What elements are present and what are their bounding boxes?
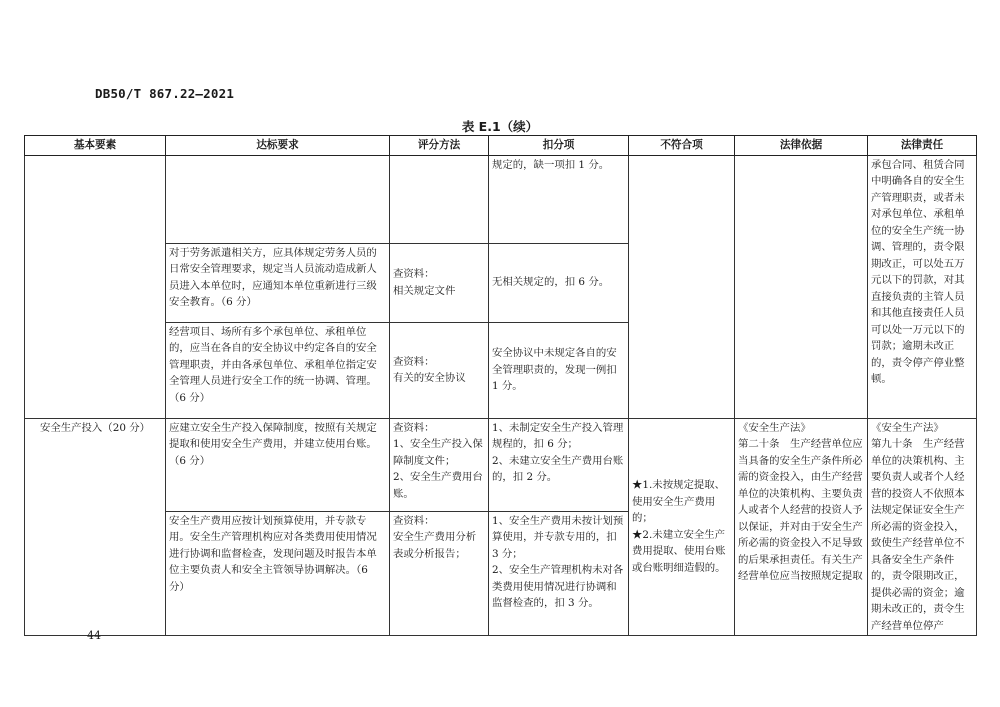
deduction-cell: 规定的，缺一项扣 1 分。 bbox=[489, 155, 629, 243]
deduction-cell: 无相关规定的，扣 6 分。 bbox=[489, 243, 629, 322]
column-header-noncompliance: 不符合项 bbox=[629, 136, 735, 156]
requirement-cell-empty bbox=[166, 155, 390, 243]
column-header-legal-liability: 法律责任 bbox=[868, 136, 977, 156]
noncompliance-cell: ★1.未按规定提取、使用安全生产费用的； ★2.未建立安全生产费用提取、使用台账或台账明细造假的。 bbox=[629, 418, 735, 636]
requirement-cell: 经营项目、场所有多个承包单位、承租单位的，应当在各自的安全协议中约定各自的安全管理职责，并由各承包单位、承租单位指定安全管理人员进行安全工作的统一协调、管理。（6 分） bbox=[166, 322, 390, 418]
column-header-requirement: 达标要求 bbox=[166, 136, 390, 156]
basic-element-cell: 安全生产投入（20 分） bbox=[25, 418, 166, 636]
table-header-row bbox=[25, 136, 977, 156]
column-header-basic-element: 基本要素 bbox=[25, 136, 166, 156]
method-cell-empty bbox=[390, 155, 489, 243]
deduction-cell: 1、未制定安全生产投入管理规程的，扣 6 分； 2、未建立安全生产费用台账的，扣 2 分。 bbox=[489, 418, 629, 511]
table-row bbox=[25, 418, 977, 511]
noncompliance-cell-empty bbox=[629, 155, 735, 418]
column-header-legal-basis: 法律依据 bbox=[735, 136, 868, 156]
deduction-cell: 1、安全生产费用未按计划预算使用，并专款专用的，扣 3 分； 2、安全生产管理机构未对各类费用使用情况进行协调和监督检查的，扣 3 分。 bbox=[489, 511, 629, 635]
requirement-cell: 安全生产费用应按计划预算使用，并专款专用。安全生产管理机构应对各类费用使用情况进行协调和监督检查，发现问题及时报告本单位主要负责人和安全主管领导协调解决。（6 分） bbox=[166, 511, 390, 635]
basic-element-cell-empty bbox=[25, 155, 166, 418]
column-header-deduction: 扣分项 bbox=[489, 136, 629, 156]
method-cell: 查资料： 安全生产费用分析表或分析报告； bbox=[390, 511, 489, 635]
requirement-cell: 对于劳务派遣相关方，应具体规定劳务人员的日常安全管理要求，规定当人员流动造成新人员进入本单位时，应通知本单位重新进行三级安全教育。（6 分） bbox=[166, 243, 390, 322]
evaluation-table bbox=[24, 135, 977, 636]
deduction-cell: 安全协议中未规定各自的安全管理职责的，发现一例扣 1 分。 bbox=[489, 322, 629, 418]
table-title: 表 E.1（续） bbox=[461, 119, 539, 134]
method-cell: 查资料： 相关规定文件 bbox=[390, 243, 489, 322]
method-cell: 查资料： 有关的安全协议 bbox=[390, 322, 489, 418]
legal-basis-cell: 《安全生产法》 第二十条 生产经营单位应当具备的安全生产条件所必需的资金投入，由生产经营单位的决策机构、主要负责人或者个人经营的投资人予以保证，并对由于安全生产所必需的资金投入不足导致的后果承担责任。有关生产经营单位应当按照规定提取 bbox=[735, 418, 868, 636]
requirement-cell: 应建立安全生产投入保障制度，按照有关规定提取和使用安全生产费用，并建立使用台账。（6 分） bbox=[166, 418, 390, 511]
legal-basis-cell-empty bbox=[735, 155, 868, 418]
legal-liability-cell: 承包合同、租赁合同中明确各自的安全生产管理职责，或者未对承包单位、承租单位的安全生产统一协调、管理的，责令限期改正，可以处五万元以下的罚款，对其直接负责的主管人员和其他直接责任人员可以处一万元以下的罚款；逾期未改正的，责令停产停业整顿。 bbox=[868, 155, 977, 418]
method-cell: 查资料： 1、安全生产投入保障制度文件； 2、安全生产费用台账。 bbox=[390, 418, 489, 511]
column-header-scoring-method: 评分方法 bbox=[390, 136, 489, 156]
page-number: 44 bbox=[87, 629, 101, 642]
document-code: DB50/T 867.22—2021 bbox=[95, 86, 235, 101]
table-row bbox=[25, 155, 977, 243]
legal-liability-cell: 《安全生产法》 第九十条 生产经营单位的决策机构、主要负责人或者个人经营的投资人不依照本法规定保证安全生产所必需的资金投入，致使生产经营单位不具备安全生产条件的，责令限期改正，提供必需的资金；逾期未改正的，责令生产经营单位停产 bbox=[868, 418, 977, 636]
